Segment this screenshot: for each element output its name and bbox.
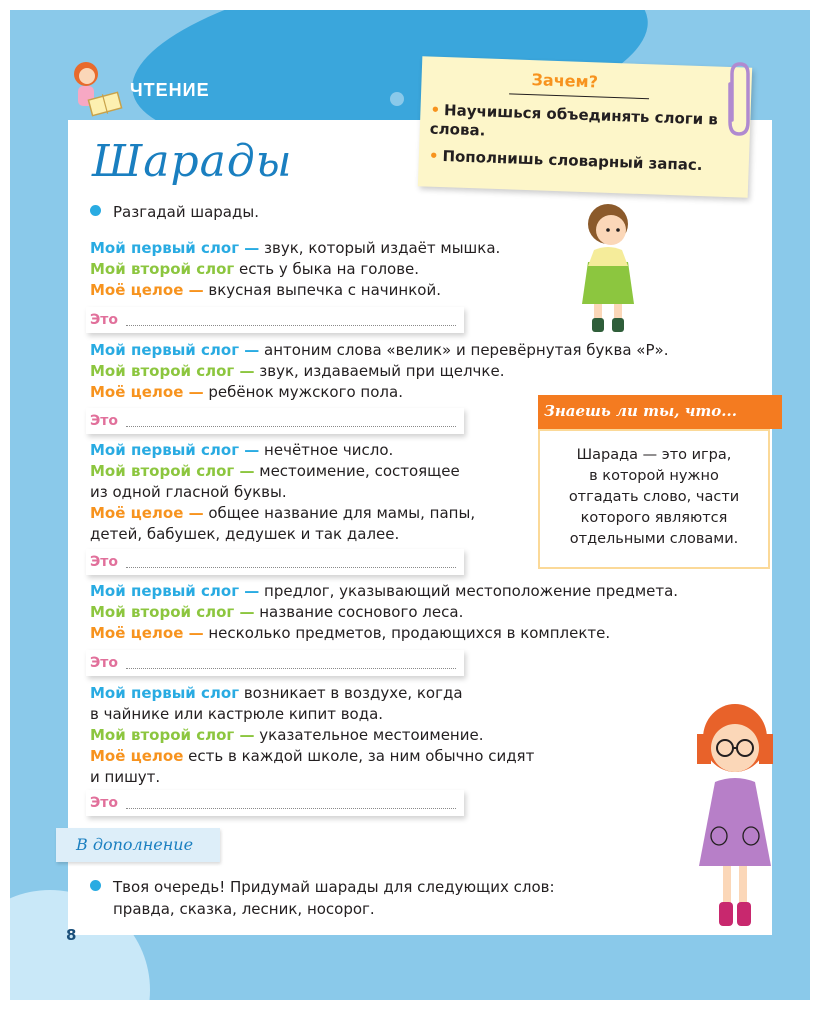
riddle-line: Мой первый слог — нечётное число. — [90, 441, 394, 459]
riddle-line: Мой первый слог возникает в воздухе, когда — [90, 684, 463, 702]
extra-tab: В дополнение — [56, 828, 220, 862]
riddle-line: Моё целое — общее название для мамы, папы, — [90, 504, 476, 522]
riddle-line: из одной гласной буквы. — [90, 483, 287, 501]
did-you-know-box — [538, 395, 782, 571]
riddle-block — [90, 581, 678, 644]
section-label: ЧТЕНИЕ — [130, 80, 210, 100]
answer-field[interactable]: Это — [86, 408, 464, 434]
why-underline — [509, 93, 649, 99]
did-you-know-text: Шарада — это игра, в которой нужно отгадать слово, части которого являются отдельными словами. — [538, 429, 770, 569]
riddle-line: Моё целое есть в каждой школе, за ним обычно сидят — [90, 747, 535, 765]
boy-illustration — [578, 200, 638, 335]
decor-dot — [390, 92, 404, 106]
riddle-line: Мой второй слог есть у быка на голове. — [90, 260, 420, 278]
did-you-know-title: Знаешь ли ты, что... — [538, 395, 782, 429]
riddle-line: Мой первый слог — звук, который издаёт мышка. — [90, 239, 501, 257]
riddle-block — [90, 238, 500, 301]
riddle-block — [90, 683, 534, 788]
riddle-block — [90, 340, 668, 403]
answer-field[interactable]: Это — [86, 307, 464, 333]
why-list — [428, 101, 750, 185]
riddle-line: Мой второй слог — звук, издаваемый при щелчке. — [90, 362, 505, 380]
bullet-icon — [90, 205, 101, 216]
riddle-line: Моё целое — несколько предметов, продающихся в комплекте. — [90, 624, 611, 642]
why-item: • Научишься объединять слоги в слова. — [429, 100, 719, 140]
why-sticky-note — [418, 56, 752, 197]
answer-field[interactable]: Это — [86, 549, 464, 575]
riddle-line: Моё целое — ребёнок мужского пола. — [90, 383, 403, 401]
riddle-block — [90, 440, 475, 545]
paperclip-icon — [724, 60, 754, 138]
why-item: • Пополнишь словарный запас. — [428, 146, 703, 175]
girl-illustration — [685, 698, 785, 930]
instruction: Разгадай шарады. — [90, 203, 259, 221]
page-number: 8 — [66, 926, 77, 944]
extra-text: Твоя очередь! Придумай шарады для следующих слов: правда, сказка, лесник, носорог. — [90, 876, 555, 920]
bullet-icon — [90, 880, 101, 891]
why-title: Зачем? — [531, 70, 599, 92]
page-title: Шарады — [92, 136, 293, 187]
riddle-line: Мой второй слог — местоимение, состоящее — [90, 462, 460, 480]
reading-girl-icon — [64, 56, 128, 120]
riddle-line: в чайнике или кастрюле кипит вода. — [90, 705, 384, 723]
riddle-line: Мой первый слог — антоним слова «велик» и перевёрнутая буква «Р». — [90, 341, 669, 359]
answer-field[interactable]: Это — [86, 790, 464, 816]
riddle-line: детей, бабушек, дедушек и так далее. — [90, 525, 400, 543]
answer-field[interactable]: Это — [86, 650, 464, 676]
riddle-line: Моё целое — вкусная выпечка с начинкой. — [90, 281, 441, 299]
riddle-line: Мой второй слог — название соснового леса. — [90, 603, 464, 621]
riddle-line: и пишут. — [90, 768, 161, 786]
riddle-line: Мой первый слог — предлог, указывающий местоположение предмета. — [90, 582, 679, 600]
riddle-line: Мой второй слог — указательное местоимение. — [90, 726, 484, 744]
